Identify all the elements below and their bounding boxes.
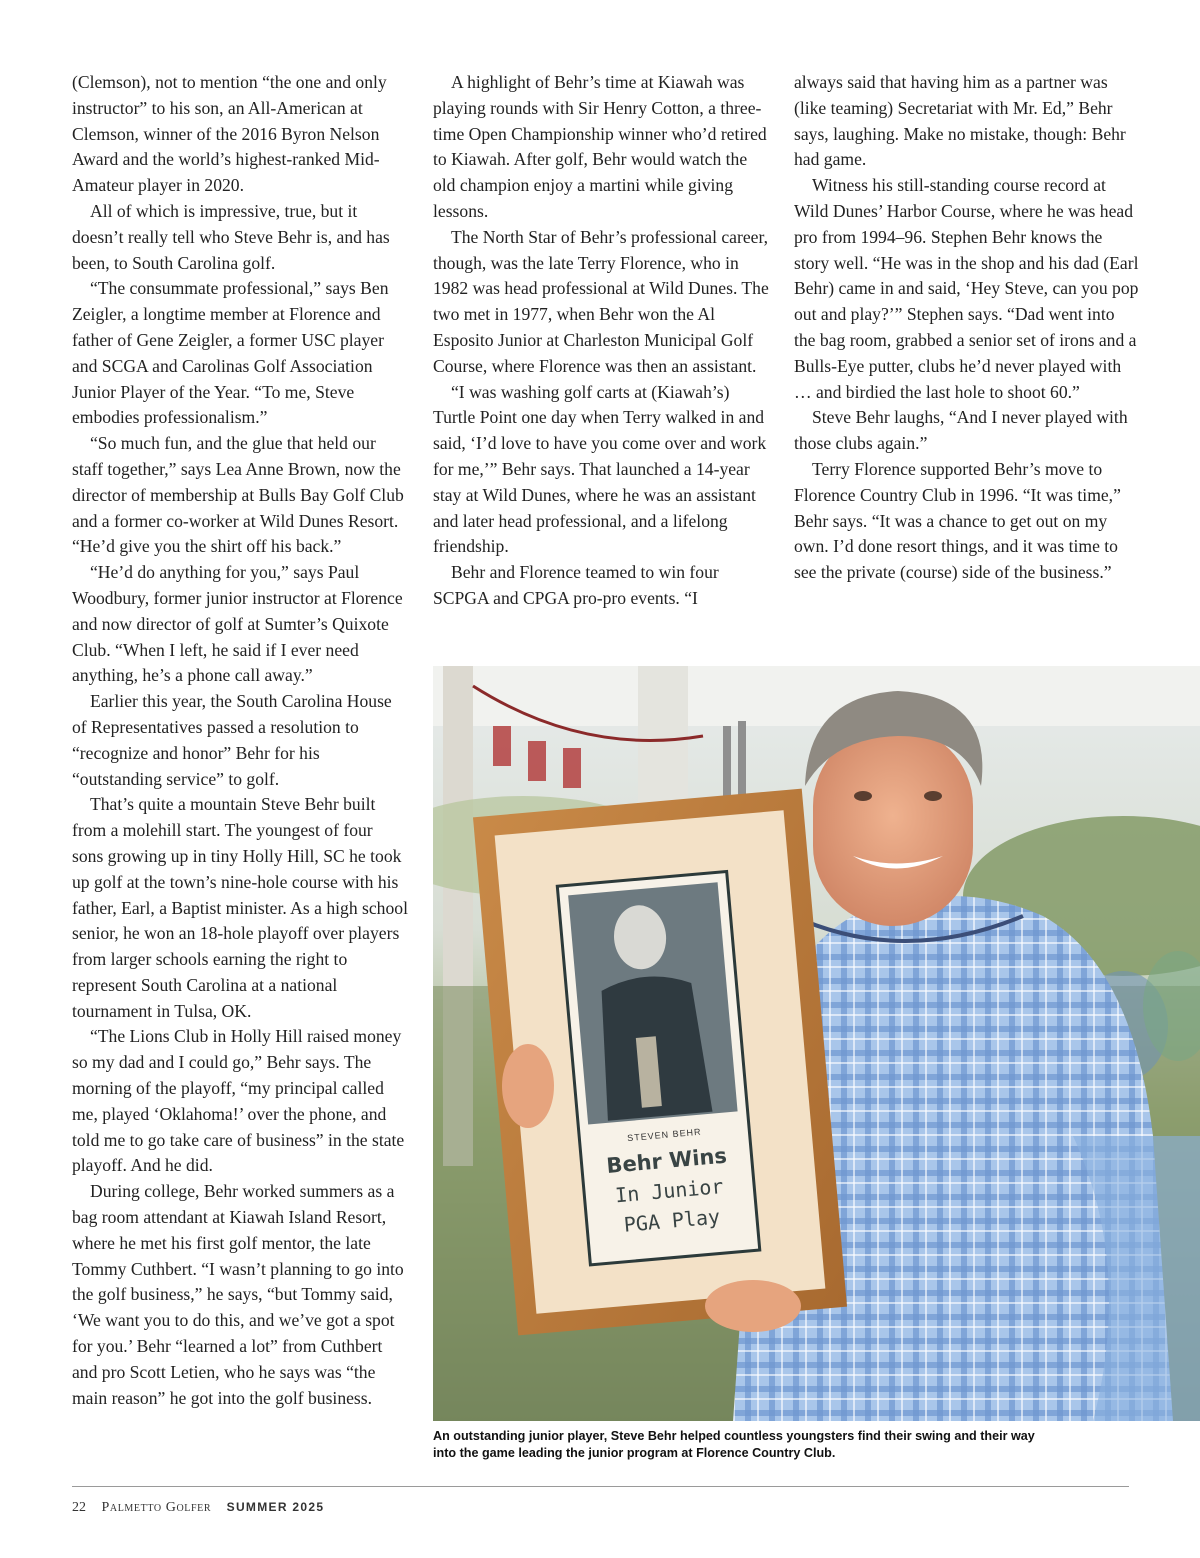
paragraph: Steve Behr laughs, “And I never played with those clubs again.”	[794, 407, 1128, 454]
paragraph: “He’d do anything for you,” says Paul Woodbury, former junior instructor at Florence and now director of golf at Sumter’s Quixote Club. “When I left, he said if I ever need anything, he’s a phone call away.”	[72, 562, 403, 686]
issue-label: SUMMER 2025	[226, 1500, 325, 1514]
paragraph: During college, Behr worked summers as a bag room attendant at Kiawah Island Resort, where he met his first golf mentor, the late Tommy Cuthbert. “I wasn’t planning to go into the golf business,” he says, “but Tommy said, ‘We want you to do this, and we’ve got a spot for you.’ Behr “learned a lot” from Cuthbert and pro Scott Letien, who he says was “the main reason” he got into the golf business.	[72, 1181, 404, 1408]
paragraph: “So much fun, and the glue that held our staff together,” says Lea Anne Brown, now the director of membership at Bulls Bay Golf Club and a former co-worker at Wild Dunes Resort. “He’d give you the shirt off his back.”	[72, 433, 404, 557]
paragraph: “The consummate professional,” says Ben Zeigler, a longtime member at Florence and father of Gene Zeigler, a former USC player and SCGA and Carolinas Golf Association Junior Player of the Year. “To me, Steve embodies professionalism.”	[72, 278, 389, 428]
paragraph: “The Lions Club in Holly Hill raised money so my dad and I could go,” Behr says. The morning of the playoff, “my principal called me, played ‘Oklahoma!’ over the phone, and told me to go take care of business” in the state playoff. And he did.	[72, 1026, 405, 1176]
paragraph: “I was washing golf carts at (Kiawah’s) Turtle Point one day when Terry walked in and said, ‘I’d love to have you come over and work for me,’” Behr says. That launched a 14-year stay at Wild Dunes, where he was an assistant and later head professional, and a lifelong friendship.	[433, 381, 767, 557]
page-number: 22	[72, 1500, 86, 1515]
paragraph: (Clemson), not to mention “the one and only instructor” to his son, an All-American at Clemson, winner of the 2016 Byron Nelson Award and the world’s highest-ranked Mid-Amateur player in 2020.	[72, 72, 387, 196]
paragraph: Behr and Florence teamed to win four SCPGA and CPGA pro-pro events. “I	[433, 562, 719, 608]
paragraph: Terry Florence supported Behr’s move to Florence Country Club in 1996. “It was time,” Behr says. “It was a chance to get out on my own. I’d done resort things, and it was time to see the private (course) side of the business.”	[794, 458, 1121, 583]
article-column-2	[433, 70, 773, 612]
paragraph: The North Star of Behr’s professional career, though, was the late Terry Florence, who in 1982 was head professional at Wild Dunes. The two met in 1977, when Behr won the Al Esposito Junior at Charleston Municipal Golf Course, where Florence was then an assistant.	[433, 226, 769, 376]
article-column-1	[72, 70, 408, 1411]
clipping-headline-1: Behr Wins	[605, 1143, 728, 1179]
paragraph: A highlight of Behr’s time at Kiawah was playing rounds with Sir Henry Cotton, a three-time Open Championship winner who’d retired to Kiawah. After golf, Behr would watch the old champion enjoy a martini while giving lessons.	[433, 72, 767, 221]
magazine-name: Palmetto Golfer	[101, 1500, 212, 1515]
photo-caption: An outstanding junior player, Steve Behr helped countless youngsters find their swing and their way into the game leading the junior program at Florence Country Club.	[433, 1429, 1035, 1460]
clipping-name: STEVEN BEHR	[626, 1126, 702, 1144]
clipping-headline-2: In Junior	[614, 1174, 725, 1208]
footer-divider	[72, 1486, 1129, 1487]
clipping-headline-3: PGA Play	[622, 1204, 721, 1237]
paragraph: Earlier this year, the South Carolina House of Representatives passed a resolution to “recognize and honor” Behr for his “outstanding service” to golf.	[72, 691, 392, 789]
paragraph: That’s quite a mountain Steve Behr built from a molehill start. The youngest of four sons growing up in tiny Holly Hill, SC he took up golf at the town’s nine-hole course with his father, Earl, a Baptist minister. As a high school senior, he won an 18-hole playoff over players from larger schools earning the right to represent South Carolina at a national tournament in Tulsa, OK.	[72, 794, 408, 1021]
page-footer	[72, 1500, 324, 1520]
article-photo	[433, 666, 1200, 1421]
article-column-3	[794, 70, 1140, 586]
paragraph: Witness his still-standing course record at Wild Dunes’ Harbor Course, where he was head pro from 1994–96. Stephen Behr knows the story well. “He was in the shop and his dad (Earl Behr) came in and said, ‘Hey Steve, can you pop out and play?’” Stephen says. “Dad went into the bag room, grabbed a senior set of irons and a Bulls-Eye putter, clubs he’d never played with … and birdied the last hole to shoot 60.”	[794, 175, 1139, 402]
paragraph: always said that having him as a partner was (like teaming) Secretariat with Mr. Ed,” Behr says, laughing. Make no mistake, though: Behr had game.	[794, 72, 1126, 170]
paragraph: All of which is impressive, true, but it doesn’t really tell who Steve Behr is, and has been, to South Carolina golf.	[72, 200, 390, 273]
